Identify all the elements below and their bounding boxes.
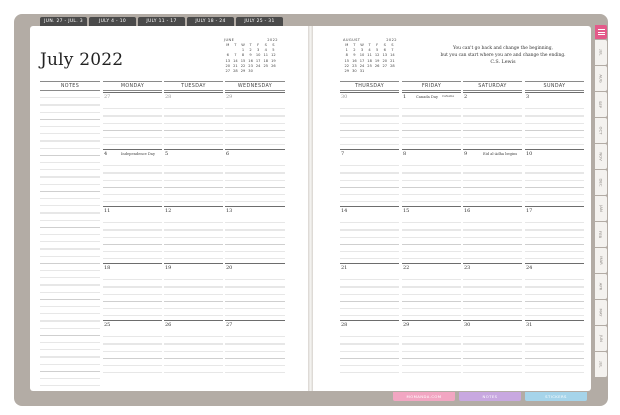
quote-line-2: but you can start where you are and change the ending.	[440, 53, 566, 58]
writing-lines	[340, 216, 399, 261]
writing-lines	[525, 159, 584, 204]
mini-day: 17	[255, 58, 261, 63]
mini-day: 20	[225, 63, 231, 68]
day-number: 22	[403, 265, 410, 271]
day-number: 23	[464, 265, 471, 271]
day-cell[interactable]	[525, 92, 584, 147]
mini-day: 17	[359, 58, 365, 63]
mini-day: 23	[352, 63, 357, 68]
day-cell[interactable]	[402, 206, 461, 261]
day-number: 3	[526, 94, 530, 100]
side-tab-label: MAY	[598, 308, 604, 317]
mini-weekday: S	[264, 43, 267, 47]
writing-lines	[225, 102, 285, 147]
writing-lines	[525, 273, 584, 318]
mini-june-month: JUNE	[224, 38, 235, 42]
writing-lines	[103, 216, 162, 261]
day-number: 16	[464, 208, 471, 214]
day-cell[interactable]	[340, 320, 399, 375]
mini-day: 19	[374, 58, 380, 63]
mini-day: 19	[271, 58, 276, 63]
mini-day	[224, 48, 232, 52]
mini-day	[232, 48, 240, 52]
mini-day: 26	[271, 63, 276, 68]
day-cell[interactable]	[225, 206, 285, 261]
mini-august-month: AUGUST	[343, 38, 361, 42]
writing-lines	[463, 273, 522, 318]
mini-day: 15	[344, 58, 350, 63]
day-cell[interactable]	[164, 206, 223, 261]
day-number: 21	[341, 265, 348, 271]
day-number: 29	[403, 322, 410, 328]
mini-day: 26	[374, 63, 380, 68]
mini-day: 14	[233, 58, 238, 63]
mini-day: 24	[359, 63, 365, 68]
mini-day: 10	[255, 53, 261, 58]
mini-day: 27	[382, 63, 388, 68]
side-tab-nov[interactable]	[595, 144, 607, 169]
day-cell[interactable]	[463, 206, 522, 261]
day-number: 30	[341, 94, 348, 100]
day-number: 19	[165, 265, 172, 271]
mini-day: 25	[263, 63, 269, 68]
day-cell[interactable]	[164, 263, 223, 318]
mini-day: 4	[368, 48, 371, 53]
day-cell[interactable]	[340, 92, 399, 147]
mini-day: 1	[345, 48, 348, 53]
column-header: SUNDAY	[525, 81, 584, 91]
day-cell[interactable]	[525, 149, 584, 204]
writing-lines	[463, 102, 522, 147]
day-number: 27	[226, 322, 233, 328]
mini-day: 18	[263, 58, 269, 63]
event-independence-day: Independence Day	[121, 151, 155, 156]
event-canada-day-note: CANADA	[442, 95, 454, 99]
day-number: 31	[526, 322, 533, 328]
mini-day: 13	[225, 58, 231, 63]
day-number: 2	[464, 94, 468, 100]
mini-day	[373, 69, 381, 73]
column-header: FRIDAY	[402, 81, 461, 91]
day-cell[interactable]	[340, 206, 399, 261]
day-cell[interactable]	[340, 263, 399, 318]
mini-day: 15	[240, 58, 246, 63]
mini-day: 6	[383, 48, 386, 53]
day-cell[interactable]	[402, 320, 461, 375]
day-cell[interactable]	[225, 320, 285, 375]
writing-lines	[225, 216, 285, 261]
mini-weekday: S	[272, 43, 275, 47]
week-tabs	[40, 17, 283, 26]
mini-day: 27	[225, 68, 231, 73]
mini-day: 29	[344, 68, 350, 73]
day-number: 20	[226, 265, 233, 271]
side-tab-label: NOV	[598, 152, 604, 161]
side-tab-sep[interactable]	[595, 92, 607, 117]
day-cell[interactable]	[402, 263, 461, 318]
day-cell[interactable]	[463, 149, 522, 204]
mini-day: 9	[249, 53, 252, 58]
column-header: NOTES	[40, 81, 100, 91]
week-tab-1[interactable]: JUN. 27 - JUL. 3	[40, 17, 87, 26]
day-number: 25	[104, 322, 111, 328]
mini-day: 3	[257, 48, 260, 53]
mini-day	[262, 69, 270, 73]
mini-day: 11	[367, 53, 372, 58]
side-tab-label: JUL	[598, 361, 604, 368]
day-number: 30	[464, 322, 471, 328]
mini-weekday: W	[360, 43, 364, 47]
writing-lines	[164, 102, 223, 147]
mini-day: 4	[264, 48, 267, 53]
mini-weekday: T	[353, 43, 356, 47]
side-tab-label: AUG	[598, 74, 604, 83]
writing-lines	[463, 159, 522, 204]
week-tab-4[interactable]: JULY 18 - 24	[187, 17, 234, 26]
mini-day: 8	[345, 53, 348, 58]
week-tab-5[interactable]: JULY 25 - 31	[236, 17, 283, 26]
mini-weekday: T	[249, 43, 252, 47]
side-tab-label: FEB	[598, 230, 604, 239]
mini-day: 6	[226, 53, 229, 58]
side-tab-jan[interactable]	[595, 196, 607, 221]
mini-day: 16	[352, 58, 357, 63]
writing-lines	[340, 102, 399, 147]
day-number: 5	[165, 151, 169, 157]
day-cell[interactable]	[103, 206, 162, 261]
side-tab-label: SEP	[598, 100, 604, 109]
writing-lines	[525, 102, 584, 147]
mini-day: 18	[367, 58, 372, 63]
mini-day: 25	[367, 63, 372, 68]
writing-lines	[463, 216, 522, 261]
mini-june-grid	[224, 43, 278, 73]
side-tab-label: APR	[598, 282, 604, 291]
mini-day: 14	[390, 53, 395, 58]
mini-day: 24	[255, 63, 261, 68]
left-page	[30, 26, 308, 391]
writing-lines	[103, 102, 162, 147]
mini-day: 28	[233, 68, 238, 73]
column-header: SATURDAY	[463, 81, 522, 91]
week-tab-2[interactable]: JULY 4 - 10	[89, 17, 136, 26]
notes-column[interactable]	[40, 91, 100, 389]
mini-day: 16	[248, 58, 253, 63]
day-cell[interactable]	[525, 263, 584, 318]
day-cell[interactable]	[225, 263, 285, 318]
mini-day: 30	[248, 68, 253, 73]
mini-day: 5	[272, 48, 275, 53]
writing-lines	[525, 330, 584, 375]
mini-day: 5	[376, 48, 379, 53]
month-title: July 2022	[40, 50, 124, 70]
writing-lines	[525, 216, 584, 261]
side-tab-dec[interactable]	[595, 170, 607, 195]
column-header: MONDAY	[103, 81, 162, 91]
side-tab-mar[interactable]	[595, 248, 607, 273]
writing-lines	[340, 159, 399, 204]
day-number: 28	[165, 94, 172, 100]
writing-lines	[402, 330, 461, 375]
mini-day	[389, 69, 397, 73]
side-tab-oct[interactable]	[595, 118, 607, 143]
mini-weekday: M	[345, 43, 349, 47]
day-cell[interactable]	[525, 320, 584, 375]
mini-day: 20	[382, 58, 388, 63]
column-header: TUESDAY	[164, 81, 223, 91]
mini-day: 28	[390, 63, 395, 68]
day-cell[interactable]	[463, 92, 522, 147]
mini-day: 7	[234, 53, 237, 58]
day-cell[interactable]	[225, 149, 285, 204]
mini-day: 29	[240, 68, 246, 73]
writing-lines	[225, 159, 285, 204]
day-cell[interactable]	[525, 206, 584, 261]
side-tab-jul[interactable]	[595, 352, 607, 377]
bottom-tab-notes[interactable]: NOTES	[459, 392, 521, 401]
mini-weekday: F	[257, 43, 260, 47]
day-number: 13	[226, 208, 233, 214]
side-tab-feb[interactable]	[595, 222, 607, 247]
mini-day: 9	[353, 53, 356, 58]
mini-day: 22	[240, 63, 246, 68]
writing-lines	[340, 273, 399, 318]
day-number: 1	[403, 94, 407, 100]
mini-june-year: 2022	[267, 38, 278, 42]
side-tab-jun[interactable]	[595, 326, 607, 351]
writing-lines	[225, 273, 285, 318]
quote-author: C.S. Lewis	[490, 60, 516, 65]
day-cell[interactable]	[103, 263, 162, 318]
mini-day	[381, 69, 389, 73]
day-cell[interactable]	[103, 320, 162, 375]
mini-day: 22	[344, 63, 350, 68]
side-tab-label: JUN	[598, 335, 604, 342]
bottom-tab-stickers[interactable]: STICKERS	[525, 392, 587, 401]
mini-day: 30	[352, 68, 357, 73]
mini-day: 3	[360, 48, 364, 53]
day-number: 28	[341, 322, 348, 328]
column-header: THURSDAY	[340, 81, 399, 91]
writing-lines	[402, 273, 461, 318]
side-tab-jul[interactable]	[595, 40, 607, 65]
mini-weekday: T	[234, 43, 237, 47]
day-cell[interactable]	[164, 149, 223, 204]
writing-lines	[402, 102, 461, 147]
day-number: 29	[226, 94, 233, 100]
quote-block	[423, 45, 583, 66]
mini-day: 12	[271, 53, 276, 58]
day-number: 12	[165, 208, 172, 214]
writing-lines	[164, 330, 223, 375]
mini-day: 10	[359, 53, 365, 58]
event-eid-al-adha: Eid al-Adha begins	[483, 151, 518, 156]
day-number: 14	[341, 208, 348, 214]
side-tab-label: JAN	[598, 205, 604, 212]
day-cell[interactable]	[402, 92, 461, 147]
day-cell[interactable]	[463, 320, 522, 375]
mini-day: 2	[249, 48, 252, 53]
day-number: 7	[341, 151, 345, 157]
right-page	[313, 26, 591, 391]
bottom-tab-website[interactable]: MOMANDA.COM	[393, 392, 455, 401]
writing-lines	[103, 330, 162, 375]
day-number: 26	[165, 322, 172, 328]
column-header: WEDNESDAY	[225, 81, 285, 91]
event-canada-day: Canada Day	[416, 94, 438, 99]
day-number: 8	[403, 151, 407, 157]
mini-day: 2	[353, 48, 356, 53]
day-number: 9	[464, 151, 468, 157]
mini-august-grid	[343, 43, 397, 73]
day-number: 17	[526, 208, 533, 214]
mini-weekday: S	[391, 43, 394, 47]
day-number: 18	[104, 265, 111, 271]
mini-day: 21	[390, 58, 395, 63]
day-number: 27	[104, 94, 111, 100]
mini-day	[270, 69, 278, 73]
month-side-tabs	[595, 25, 607, 377]
mini-day: 11	[263, 53, 269, 58]
mini-day: 23	[248, 63, 253, 68]
day-cell[interactable]	[340, 149, 399, 204]
side-tab-label: MAR	[598, 256, 604, 265]
quote-line-1: You can't go back and change the beginning,	[453, 46, 553, 51]
mini-day: 8	[241, 53, 245, 58]
writing-lines	[463, 330, 522, 375]
writing-lines	[340, 330, 399, 375]
mini-day: 21	[233, 63, 238, 68]
day-number: 24	[526, 265, 533, 271]
day-cell[interactable]	[103, 149, 162, 204]
mini-day	[254, 69, 262, 73]
mini-weekday: F	[376, 43, 379, 47]
side-tab-may[interactable]	[595, 300, 607, 325]
mini-weekday: T	[368, 43, 371, 47]
side-tab-current[interactable]	[595, 25, 607, 39]
writing-lines	[103, 159, 162, 204]
day-cell[interactable]	[103, 92, 162, 147]
side-tab-apr[interactable]	[595, 274, 607, 299]
side-tab-label: DEC	[598, 178, 604, 187]
mini-day: 12	[374, 53, 380, 58]
week-tab-3[interactable]: JULY 11 - 17	[138, 17, 185, 26]
writing-lines	[402, 159, 461, 204]
day-cell[interactable]	[225, 92, 285, 147]
day-cell[interactable]	[164, 92, 223, 147]
mini-day	[366, 69, 374, 73]
mini-calendar-august	[343, 38, 397, 73]
mini-calendar-june	[224, 38, 278, 73]
mini-weekday: W	[241, 43, 245, 47]
side-tab-aug[interactable]	[595, 66, 607, 91]
mini-day: 7	[391, 48, 394, 53]
day-cell[interactable]	[402, 149, 461, 204]
writing-lines	[164, 216, 223, 261]
day-number: 11	[104, 208, 111, 214]
writing-lines	[402, 216, 461, 261]
mini-weekday: M	[226, 43, 230, 47]
writing-lines	[103, 273, 162, 318]
day-number: 15	[403, 208, 410, 214]
side-tab-label: OCT	[598, 126, 604, 135]
mini-day: 1	[241, 48, 245, 53]
day-cell[interactable]	[164, 320, 223, 375]
bottom-tabs	[393, 392, 587, 401]
mini-weekday: S	[383, 43, 386, 47]
side-tab-label: JUL	[598, 49, 604, 56]
writing-lines	[225, 330, 285, 375]
day-number: 4	[104, 151, 108, 157]
day-number: 10	[526, 151, 533, 157]
mini-day: 31	[359, 68, 365, 73]
writing-lines	[164, 159, 223, 204]
day-cell[interactable]	[463, 263, 522, 318]
mini-august-year: 2022	[386, 38, 397, 42]
mini-day: 13	[382, 53, 388, 58]
day-number: 6	[226, 151, 230, 157]
writing-lines	[164, 273, 223, 318]
